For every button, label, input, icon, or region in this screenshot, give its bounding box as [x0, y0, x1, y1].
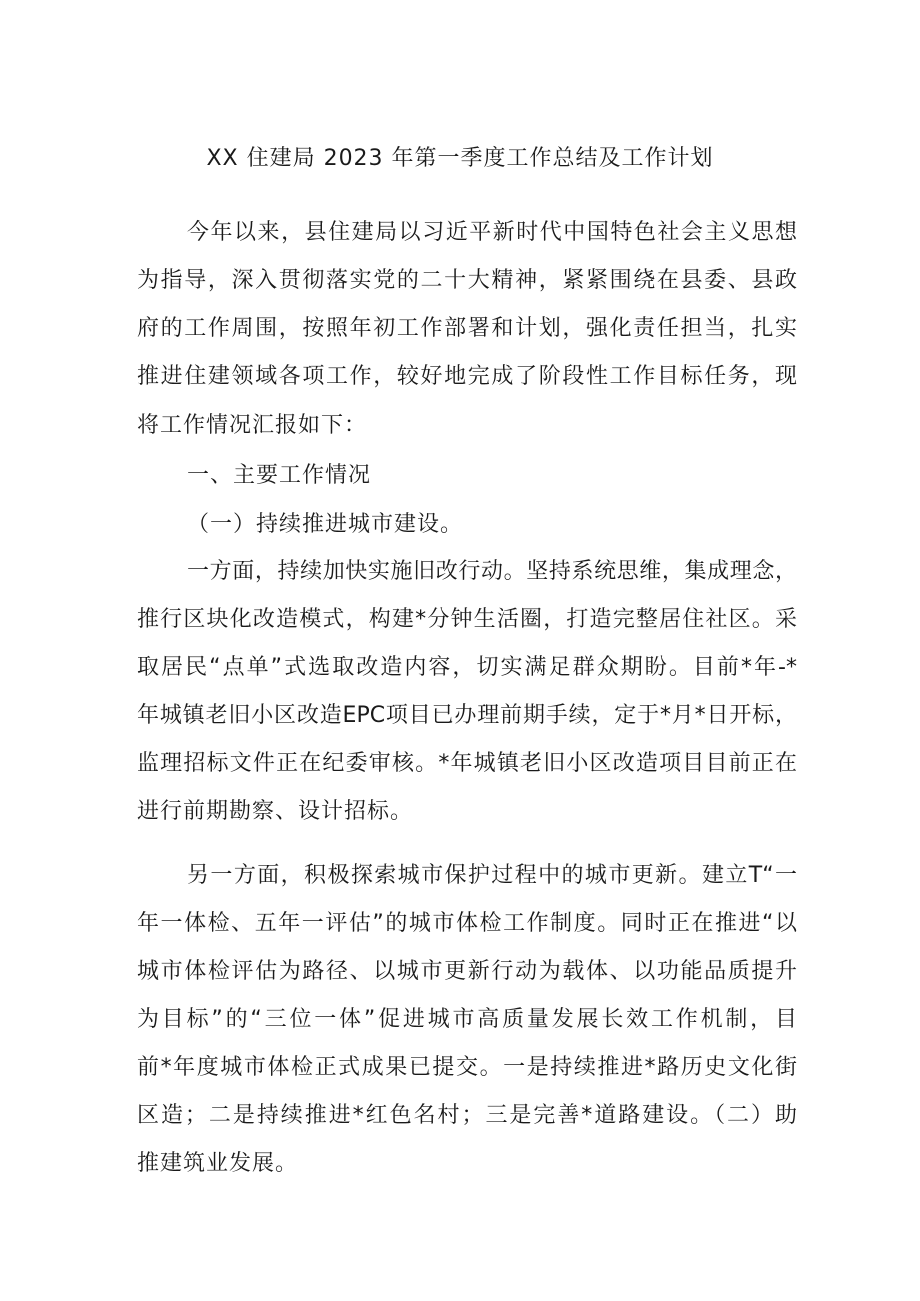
paragraph-line: 为指导，深入贯彻落实党的二十大精神，紧紧围绕在县委、县政: [137, 268, 797, 293]
paragraph-line: 一方面，持续加快实施旧改行动。坚持系统思维，集成理念，: [187, 559, 797, 584]
paragraph-line: 推建筑业发展。: [137, 1151, 299, 1176]
paragraph-line: 将工作情况汇报如下：: [137, 413, 368, 438]
paragraph-line: 推行区块化改造模式，构建*分钟生活圈，打造完整居住社区。采: [137, 607, 797, 632]
paragraph-line: 进行前期勘察、设计招标。: [137, 799, 414, 824]
paragraph-line: 另一方面，积极探索城市保护过程中的城市更新。建立T“一: [187, 863, 797, 888]
paragraph-line: 监理招标文件正在纪委审核。*年城镇老旧小区改造项目目前正在: [137, 751, 797, 776]
paragraph-line: 推进住建领域各项工作，较好地完成了阶段性工作目标任务，现: [137, 364, 797, 389]
document-title: XX 住建局 2023 年第一季度工作总结及工作计划: [206, 146, 714, 171]
subsection-heading: （一）持续推进城市建设。: [187, 512, 464, 537]
paragraph-line: 取居民“点单”式选取改造内容，切实满足群众期盼。目前*年-*: [137, 655, 797, 680]
paragraph-line: 为目标”的“三位一体”促进城市高质量发展长效工作机制，目: [137, 1007, 797, 1032]
paragraph-line: 府的工作周围，按照年初工作部署和计划，强化责任担当，扎实: [137, 316, 797, 341]
paragraph-line: 区造；二是持续推进*红色名村；三是完善*道路建设。（二）助: [137, 1103, 797, 1128]
paragraph-line: 前*年度城市体检正式成果已提交。一是持续推进*路历史文化街: [137, 1055, 797, 1080]
paragraph-line: 城市体检评估为路径、以城市更新行动为载体、以功能品质提升: [137, 959, 797, 984]
paragraph-line: 年城镇老旧小区改造EPC项目已办理前期手续，定于*月*日开标，: [137, 703, 797, 728]
section-heading: 一、主要工作情况: [187, 463, 372, 488]
paragraph-line: 年一体检、五年一评估”的城市体检工作制度。同时正在推进“以: [137, 911, 797, 936]
paragraph-line: 今年以来，县住建局以习近平新时代中国特色社会主义思想: [187, 220, 797, 245]
